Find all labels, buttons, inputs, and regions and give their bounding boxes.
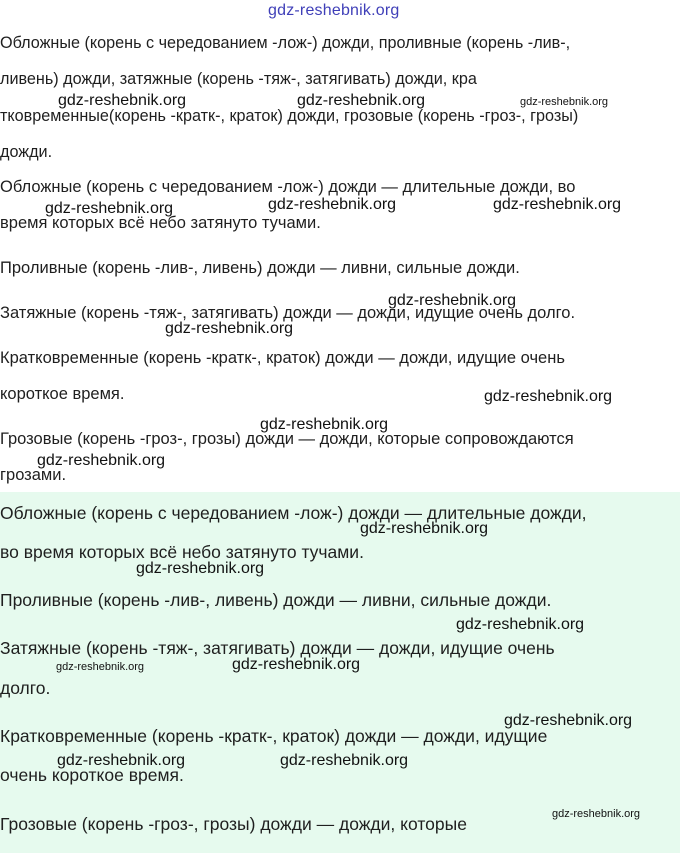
answer-line: Кратковременные (корень -кратк-, краток) дожди — дожди, идущие очень [0,349,565,367]
answer-line: очень короткое время. [0,765,184,785]
top-watermark: gdz-reshebnik.org [268,2,400,19]
answer-line: Проливные (корень -лив-, ливень) дожди — ливни, сильные дожди. [0,259,520,277]
watermark: gdz-reshebnik.org [57,752,186,769]
answer-line: время которых всё небо затянуто тучами. [0,214,321,232]
watermark: gdz-reshebnik.org [456,616,585,633]
watermark: gdz-reshebnik.org [484,388,613,405]
answer-line: тковременные(корень -кратк-, краток) дожди, гр​озовые (корень -гроз-, грозы) [0,107,579,125]
answer-line: Проливные (корень -лив-, ливень) дожди — ливни, сильные дожди. [0,590,552,610]
watermark: gdz-reshebnik.org [58,92,187,109]
answer-line: ливень) дожди, зат​яжные (корень -тяж-, затягивать) дожди, кра [0,70,477,88]
answer-line: долго. [0,678,51,698]
answer-line: грозами. [0,466,67,484]
watermark: gdz-reshebnik.org [45,200,174,217]
watermark: gdz-reshebnik.org [136,560,265,577]
watermark: gdz-reshebnik.org [37,452,166,469]
watermark: gdz-reshebnik.org [388,292,517,309]
watermark: gdz-reshebnik.org [280,752,409,769]
answer-line: дожди. [0,143,53,161]
answer-line: Грозовые (корень -гроз-, грозы) дожди — дожди, которые [0,814,467,834]
answer-line: Кратковременные (корень -кратк-, краток) дожди — дожди, идущие [0,726,548,746]
watermark: gdz-reshebnik.org [297,92,426,109]
answer-line: короткое время. [0,385,125,403]
answer-line: Обложные (корень с чередованием -лож-) дожди — длительные дожди, во [0,178,576,196]
watermark: gdz-reshebnik.org [493,196,622,213]
watermark: gdz-reshebnik.org [165,320,294,337]
watermark: gdz-reshebnik.org [552,808,641,820]
answer-line: Обл​ожные (корень с чередованием -лож-) дожди, прол​ивные (корень -лив-, [0,34,571,52]
answer-line: Затяжные (корень -тяж-, затягивать) дожди — дожди, идущие очень долго. [0,304,576,322]
watermark: gdz-reshebnik.org [268,196,397,213]
watermark: gdz-reshebnik.org [520,96,609,108]
answer-line: Обложные (корень с чередованием -лож-) дожди — длительные дожди, [0,503,587,523]
watermark: gdz-reshebnik.org [56,661,145,673]
watermark: gdz-reshebnik.org [260,416,389,433]
answer-line: Грозовые (корень -гроз-, грозы) дожди — дожди, которые сопровождаются [0,430,574,448]
answer-line: во время которых всё небо затянуто тучами. [0,542,364,562]
watermark: gdz-reshebnik.org [504,712,633,729]
watermark: gdz-reshebnik.org [232,656,361,673]
watermark: gdz-reshebnik.org [360,520,489,537]
answer-line: Затяжные (корень -тяж-, затягивать) дожди — дожди, идущие очень [0,638,555,658]
